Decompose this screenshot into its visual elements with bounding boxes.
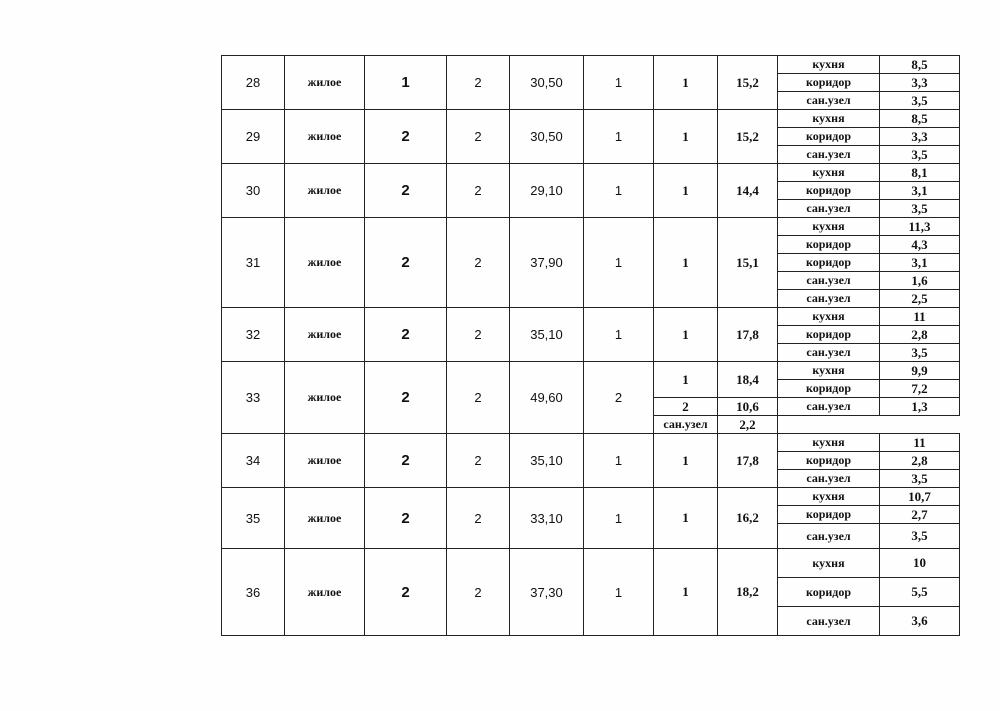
- auxiliary-room-name-cell: кухня: [778, 549, 880, 578]
- room-count-cell: 1: [584, 218, 654, 308]
- living-room-area-cell: 17,8: [718, 308, 778, 362]
- auxiliary-room-name-cell: сан.узел: [778, 524, 880, 549]
- floor-cell: 2: [365, 488, 447, 549]
- column-4-cell: 2: [447, 488, 510, 549]
- auxiliary-room-area-cell: 8,5: [880, 110, 960, 128]
- auxiliary-room-area-cell: 3,5: [880, 524, 960, 549]
- auxiliary-room-area-cell: 3,3: [880, 74, 960, 92]
- living-room-number-cell: 1: [654, 164, 718, 218]
- auxiliary-room-area-cell: 3,5: [880, 344, 960, 362]
- total-area-cell: 35,10: [510, 308, 584, 362]
- table-row: [222, 434, 960, 452]
- apartment-number-cell: 33: [222, 362, 285, 434]
- table-row: [222, 549, 960, 578]
- auxiliary-room-name-cell: коридор: [778, 74, 880, 92]
- living-room-number-cell: 1: [654, 218, 718, 308]
- floor-cell: 2: [365, 434, 447, 488]
- auxiliary-room-area-cell: 3,6: [880, 607, 960, 636]
- living-room-area-cell: 14,4: [718, 164, 778, 218]
- living-room-area-cell: 17,8: [718, 434, 778, 488]
- living-room-area-cell: 18,4: [718, 362, 778, 398]
- living-room-number-cell: 1: [654, 362, 718, 398]
- auxiliary-room-area-cell: 5,5: [880, 578, 960, 607]
- auxiliary-room-area-cell: 3,5: [880, 470, 960, 488]
- auxiliary-room-area-cell: 3,1: [880, 182, 960, 200]
- room-count-cell: 2: [584, 362, 654, 434]
- floor-cell: 2: [365, 218, 447, 308]
- living-room-number-cell: 2: [654, 398, 718, 416]
- total-area-cell: 49,60: [510, 362, 584, 434]
- living-room-number-cell: 1: [654, 56, 718, 110]
- premises-type-cell: жилое: [285, 56, 365, 110]
- apartment-number-cell: 34: [222, 434, 285, 488]
- table-body: [222, 56, 960, 636]
- floor-cell: 1: [365, 56, 447, 110]
- total-area-cell: 35,10: [510, 434, 584, 488]
- auxiliary-room-area-cell: 3,1: [880, 254, 960, 272]
- living-room-area-cell: 18,2: [718, 549, 778, 636]
- auxiliary-room-area-cell: 10: [880, 549, 960, 578]
- auxiliary-room-area-cell: 11: [880, 308, 960, 326]
- table-row: [222, 164, 960, 182]
- room-count-cell: 1: [584, 164, 654, 218]
- floor-cell: 2: [365, 308, 447, 362]
- apartment-area-table: [221, 55, 960, 636]
- auxiliary-room-area-cell: 10,7: [880, 488, 960, 506]
- auxiliary-room-name-cell: кухня: [778, 56, 880, 74]
- premises-type-cell: жилое: [285, 164, 365, 218]
- auxiliary-room-name-cell: сан.узел: [654, 416, 718, 434]
- living-room-number-cell: 1: [654, 549, 718, 636]
- total-area-cell: 33,10: [510, 488, 584, 549]
- auxiliary-room-area-cell: 3,3: [880, 128, 960, 146]
- apartment-number-cell: 29: [222, 110, 285, 164]
- auxiliary-room-name-cell: сан.узел: [778, 470, 880, 488]
- auxiliary-room-area-cell: 3,5: [880, 92, 960, 110]
- auxiliary-room-name-cell: сан.узел: [778, 272, 880, 290]
- auxiliary-room-area-cell: 7,2: [880, 380, 960, 398]
- total-area-cell: 30,50: [510, 56, 584, 110]
- column-4-cell: 2: [447, 434, 510, 488]
- auxiliary-room-name-cell: кухня: [778, 308, 880, 326]
- auxiliary-room-area-cell: 2,5: [880, 290, 960, 308]
- table-row: [222, 110, 960, 128]
- floor-cell: 2: [365, 549, 447, 636]
- total-area-cell: 29,10: [510, 164, 584, 218]
- auxiliary-room-name-cell: сан.узел: [778, 200, 880, 218]
- apartment-number-cell: 31: [222, 218, 285, 308]
- auxiliary-room-name-cell: кухня: [778, 488, 880, 506]
- auxiliary-room-name-cell: коридор: [778, 254, 880, 272]
- auxiliary-room-name-cell: кухня: [778, 218, 880, 236]
- auxiliary-room-area-cell: 3,5: [880, 200, 960, 218]
- auxiliary-room-name-cell: коридор: [778, 182, 880, 200]
- room-count-cell: 1: [584, 308, 654, 362]
- room-count-cell: 1: [584, 110, 654, 164]
- auxiliary-room-area-cell: 1,3: [880, 398, 960, 416]
- column-4-cell: 2: [447, 56, 510, 110]
- premises-type-cell: жилое: [285, 218, 365, 308]
- living-room-area-cell: 16,2: [718, 488, 778, 549]
- premises-type-cell: жилое: [285, 434, 365, 488]
- living-room-area-cell: 15,1: [718, 218, 778, 308]
- room-count-cell: 1: [584, 488, 654, 549]
- auxiliary-room-area-cell: 8,1: [880, 164, 960, 182]
- auxiliary-room-area-cell: 8,5: [880, 56, 960, 74]
- table-row: [222, 362, 960, 380]
- auxiliary-room-name-cell: коридор: [778, 326, 880, 344]
- auxiliary-room-name-cell: кухня: [778, 110, 880, 128]
- auxiliary-room-name-cell: кухня: [778, 164, 880, 182]
- column-4-cell: 2: [447, 549, 510, 636]
- room-count-cell: 1: [584, 434, 654, 488]
- room-count-cell: 1: [584, 549, 654, 636]
- auxiliary-room-area-cell: 11,3: [880, 218, 960, 236]
- apartment-number-cell: 35: [222, 488, 285, 549]
- total-area-cell: 37,30: [510, 549, 584, 636]
- living-room-number-cell: 1: [654, 434, 718, 488]
- auxiliary-room-name-cell: сан.узел: [778, 290, 880, 308]
- total-area-cell: 37,90: [510, 218, 584, 308]
- apartment-number-cell: 32: [222, 308, 285, 362]
- auxiliary-room-name-cell: коридор: [778, 506, 880, 524]
- living-room-number-cell: 1: [654, 488, 718, 549]
- column-4-cell: 2: [447, 164, 510, 218]
- auxiliary-room-name-cell: кухня: [778, 362, 880, 380]
- auxiliary-room-area-cell: 1,6: [880, 272, 960, 290]
- auxiliary-room-name-cell: коридор: [778, 578, 880, 607]
- living-room-area-cell: 15,2: [718, 110, 778, 164]
- column-4-cell: 2: [447, 218, 510, 308]
- auxiliary-room-name-cell: сан.узел: [778, 344, 880, 362]
- floor-cell: 2: [365, 362, 447, 434]
- total-area-cell: 30,50: [510, 110, 584, 164]
- auxiliary-room-name-cell: сан.узел: [778, 146, 880, 164]
- floor-cell: 2: [365, 164, 447, 218]
- auxiliary-room-area-cell: 2,2: [718, 416, 778, 434]
- column-4-cell: 2: [447, 308, 510, 362]
- premises-type-cell: жилое: [285, 549, 365, 636]
- living-room-number-cell: 1: [654, 110, 718, 164]
- auxiliary-room-area-cell: 2,7: [880, 506, 960, 524]
- auxiliary-room-name-cell: коридор: [778, 236, 880, 254]
- premises-type-cell: жилое: [285, 362, 365, 434]
- apartment-number-cell: 28: [222, 56, 285, 110]
- auxiliary-room-name-cell: коридор: [778, 128, 880, 146]
- auxiliary-room-area-cell: 9,9: [880, 362, 960, 380]
- column-4-cell: 2: [447, 362, 510, 434]
- table-row: [222, 308, 960, 326]
- auxiliary-room-name-cell: сан.узел: [778, 92, 880, 110]
- auxiliary-room-area-cell: 4,3: [880, 236, 960, 254]
- premises-type-cell: жилое: [285, 488, 365, 549]
- auxiliary-room-area-cell: 2,8: [880, 452, 960, 470]
- table-row: [222, 56, 960, 74]
- floor-cell: 2: [365, 110, 447, 164]
- auxiliary-room-name-cell: кухня: [778, 434, 880, 452]
- table-row: [222, 488, 960, 506]
- room-count-cell: 1: [584, 56, 654, 110]
- premises-type-cell: жилое: [285, 110, 365, 164]
- auxiliary-room-area-cell: 11: [880, 434, 960, 452]
- auxiliary-room-name-cell: коридор: [778, 452, 880, 470]
- auxiliary-room-name-cell: сан.узел: [778, 398, 880, 416]
- apartment-number-cell: 30: [222, 164, 285, 218]
- auxiliary-room-area-cell: 3,5: [880, 146, 960, 164]
- auxiliary-room-area-cell: 2,8: [880, 326, 960, 344]
- column-4-cell: 2: [447, 110, 510, 164]
- living-room-area-cell: 15,2: [718, 56, 778, 110]
- table-row: [222, 218, 960, 236]
- living-room-number-cell: 1: [654, 308, 718, 362]
- living-room-area-cell: 10,6: [718, 398, 778, 416]
- auxiliary-room-name-cell: сан.узел: [778, 607, 880, 636]
- apartment-number-cell: 36: [222, 549, 285, 636]
- auxiliary-room-name-cell: коридор: [778, 380, 880, 398]
- premises-type-cell: жилое: [285, 308, 365, 362]
